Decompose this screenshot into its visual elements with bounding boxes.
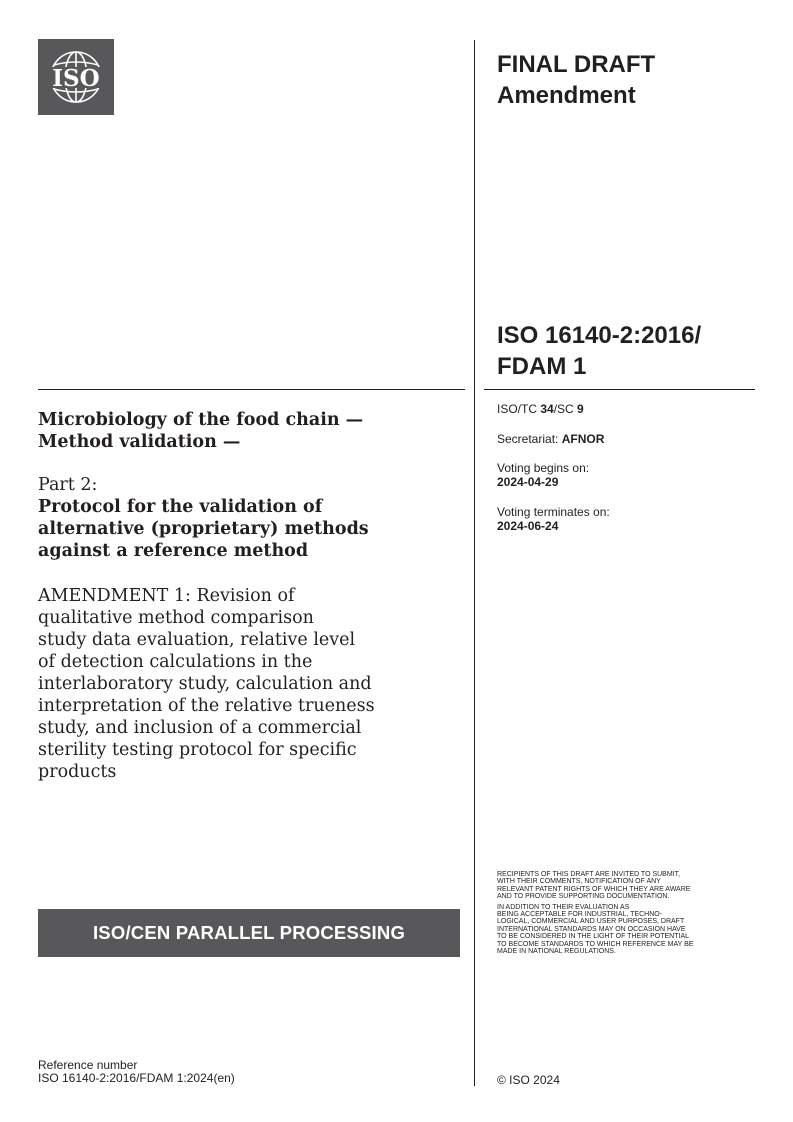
- tc-number: 34: [540, 402, 554, 416]
- parallel-processing-banner: ISO/CEN PARALLEL PROCESSING: [38, 909, 460, 957]
- copyright: © ISO 2024: [497, 1073, 560, 1087]
- part-label: Part 2:: [38, 475, 98, 495]
- iso-globe-icon: [38, 39, 114, 115]
- committee: [497, 402, 584, 416]
- amendment-line: interpretation of the relative trueness: [38, 696, 375, 716]
- secretariat-label: Secretariat:: [497, 432, 562, 446]
- disclaimer-line: WITH THEIR COMMENTS, NOTIFICATION OF ANY: [497, 878, 661, 886]
- amendment-line: sterility testing protocol for specific: [38, 740, 357, 760]
- disclaimer-line: LOGICAL, COMMERCIAL AND USER PURPOSES, DRAFT: [497, 918, 685, 926]
- reference-number: ISO 16140-2:2016/FDAM 1:2024(en): [38, 1071, 235, 1085]
- disclaimer-line: IN ADDITION TO THEIR EVALUATION AS: [497, 903, 630, 911]
- part-title-line-2: alternative (proprietary) methods: [38, 519, 369, 539]
- amendment-line: study, and inclusion of a commercial: [38, 718, 362, 738]
- voting-terminates-date: 2024-06-24: [497, 519, 559, 533]
- vertical-divider: [474, 40, 475, 1086]
- final-draft-label: FINAL DRAFT: [497, 51, 656, 78]
- iso-logo: [38, 39, 114, 115]
- voting-begins-date: 2024-04-29: [497, 475, 559, 489]
- standard-number-line-2: FDAM 1: [497, 353, 587, 380]
- amendment-title: [38, 585, 458, 783]
- reference-block: [38, 1059, 235, 1085]
- title-line-1: Microbiology of the food chain —: [38, 410, 364, 430]
- voting-terminates: [497, 505, 610, 533]
- amendment-line: interlaboratory study, calculation and: [38, 674, 372, 694]
- disclaimer-line: RECIPIENTS OF THIS DRAFT ARE INVITED TO SUBMIT,: [497, 871, 681, 878]
- committee-prefix: ISO/TC: [497, 402, 541, 416]
- voting-terminates-label: Voting terminates on:: [497, 505, 610, 519]
- title-divider-right: [484, 389, 755, 390]
- amendment-line: of detection calculations in the: [38, 652, 313, 672]
- title-divider-left: [38, 389, 465, 390]
- part-title-line-1: Protocol for the validation of: [38, 497, 323, 517]
- disclaimer-line: BEING ACCEPTABLE FOR INDUSTRIAL, TECHNO-: [497, 911, 663, 919]
- disclaimer-line: TO BE CONSIDERED IN THE LIGHT OF THEIR POTENTIAL: [497, 933, 690, 941]
- part-title-line-3: against a reference method: [38, 541, 309, 561]
- disclaimer-line: MADE IN NATIONAL REGULATIONS.: [497, 948, 616, 956]
- amendment-line: qualitative method comparison: [38, 608, 314, 628]
- document-title: [38, 409, 458, 453]
- disclaimer-line: AND TO PROVIDE SUPPORTING DOCUMENTATION.: [497, 893, 670, 901]
- draft-disclaimer: [497, 871, 752, 958]
- patent-notice: [497, 871, 752, 901]
- standard-number: [497, 320, 757, 382]
- disclaimer-line: TO BECOME STANDARDS TO WHICH REFERENCE MAY BE: [497, 940, 694, 948]
- standard-number-line-1: ISO 16140-2:2016/: [497, 322, 702, 349]
- disclaimer-line: RELEVANT PATENT RIGHTS OF WHICH THEY ARE AWARE: [497, 885, 691, 893]
- title-line-2: Method validation —: [38, 432, 241, 452]
- final-draft-heading: [497, 49, 747, 111]
- part-title: [38, 496, 458, 562]
- amendment-line: study data evaluation, relative level: [38, 630, 356, 650]
- voting-begins-label: Voting begins on:: [497, 461, 590, 475]
- amendment-line: products: [38, 762, 117, 782]
- iso-logo-text: ISO: [52, 65, 100, 92]
- secretariat-value: AFNOR: [561, 432, 605, 446]
- evaluation-notice: [497, 904, 752, 956]
- sc-separator: /SC: [553, 402, 578, 416]
- document-type-label: Amendment: [497, 82, 636, 109]
- reference-label: Reference number: [38, 1058, 138, 1072]
- secretariat: [497, 432, 604, 446]
- disclaimer-line: INTERNATIONAL STANDARDS MAY ON OCCASION HAVE: [497, 925, 686, 933]
- sc-number: 9: [577, 402, 584, 416]
- amendment-line: AMENDMENT 1: Revision of: [38, 586, 295, 606]
- voting-begins: [497, 461, 589, 489]
